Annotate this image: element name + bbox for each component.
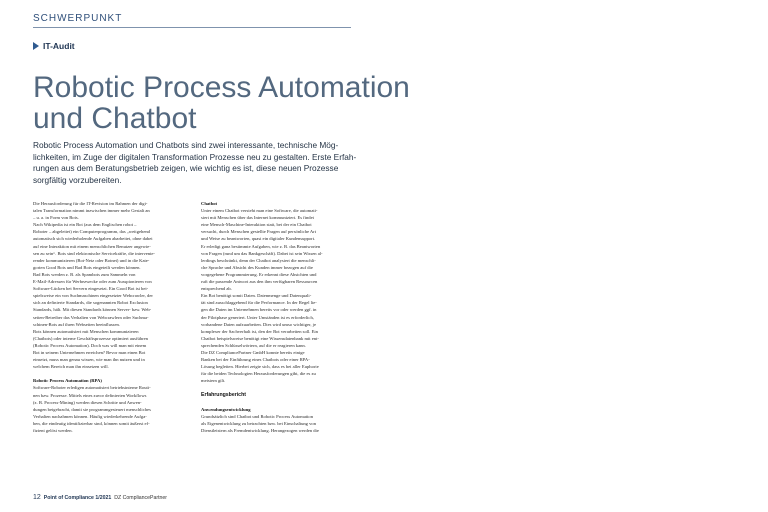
- text-line: talen Transformation nimmt inzwischen immer mehr Gestalt an: [33, 208, 150, 214]
- column-2-chatbot-text: [201, 207, 351, 384]
- text-line: Grundsätzlich sind Chatbot und Robotic Process Automation: [201, 413, 314, 419]
- text-line: (z. B. Process-Mining) werden diesen Schritte und Anwen-: [33, 399, 142, 405]
- text-line: automatisch sich wiederholende Aufgaben abarbeitet, ohne dabei: [33, 236, 153, 242]
- text-line: entsprechend ab.: [201, 286, 232, 292]
- text-line: Standards, hält. Mit diesen Standards können Server- bzw. Web-: [33, 307, 152, 313]
- text-line: und Weise zu beantworten, quasi ein digitaler Kundensupport.: [201, 236, 316, 242]
- text-line: vorhandene Daten aufzuarbeiten. Dies wird umso wichtiger, je: [201, 321, 317, 327]
- page-number: 12: [33, 494, 41, 501]
- text-line: Verhalten nachahmen können. Häufig wiederkehrende Aufga-: [33, 413, 147, 419]
- text-line: Lösung begleiten. Hierbei zeigte sich, dass es bei aller Euphorie: [201, 364, 319, 370]
- text-line: komplexer der Sachverhalt ist, den der Bot verarbeiten soll. Ein: [201, 328, 318, 334]
- publication-name: Point of Compliance 1/2021: [43, 495, 112, 501]
- publisher-name: DZ CompliancePartner: [114, 495, 168, 501]
- spacer: [201, 399, 351, 406]
- section-heading-rpa: Robotic Process Automation (RPA): [33, 378, 102, 384]
- column-2-development-text: [201, 413, 351, 434]
- text-line: sen zu sein“. Bots sind elektronische Servicekräfte, die intervenie-: [33, 250, 155, 256]
- text-line: render kommunizieren (Bot-Netz oder Botnet) und in die Kate-: [33, 257, 150, 263]
- lead-line: Robotic Process Automation und Chatbots sind zwei interessante, technische Mög-: [33, 140, 339, 150]
- header-divider: [33, 27, 351, 28]
- text-line: dungen beigebracht, damit sie programmgesteuert menschliches: [33, 406, 151, 412]
- text-line: Bad Bots werden z. B. als Spambots zum Sammeln von: [33, 271, 136, 277]
- text-line: tät sind ausschlaggebend für die Performance. In der Regel lie-: [201, 300, 317, 306]
- text-line: siert mit Menschen über das Internet kommuniziert. Es findet: [201, 215, 314, 221]
- text-line: gen die Daten im Unternehmen bereits vor oder werden ggf. in: [201, 307, 317, 313]
- article-title: [33, 72, 410, 134]
- text-line: ben, die eindeutig identifizierbar sind, können somit äußerst ef-: [33, 420, 150, 426]
- section-heading-experience: Erfahrungsbericht: [201, 391, 246, 398]
- text-line: fizient gelöst werden.: [33, 428, 73, 433]
- lead-line: lichkeiten, im Zuge der digitalen Transformation Prozesse neu zu gestalten. Erste Erfah-: [33, 151, 357, 162]
- text-line: auf eine Interaktion mit einem menschlichen Benutzer angewie-: [33, 243, 151, 249]
- text-line: spielsweise ein von Suchmaschinen eingesetzter Webcrawler, der: [33, 293, 153, 299]
- text-line: Software-Roboter erledigen automatisiert betriebsinterne Routi-: [33, 385, 151, 391]
- text-line: Die Herausforderung für die IT-Revision im Rahmen der digi-: [33, 201, 148, 206]
- text-line: Banken bei der Einführung eines Chatbots oder einer RPA-: [201, 357, 310, 363]
- text-line: vorgegebene Programmierung. Er erkennt diese Absichten und: [201, 271, 317, 277]
- text-line: – u. a. in Form von Bots.: [33, 215, 79, 221]
- text-line: seiten-Betreiber das Verhalten von Webcrawlern oder Suchma-: [33, 314, 149, 320]
- subheading-development: Anwendungsentwicklung: [201, 406, 251, 412]
- page-footer: [33, 494, 167, 501]
- section-heading-chatbot: Chatbot: [201, 201, 218, 206]
- text-line: lerdings beschränkt, denn der Chatbot analysiert die menschli-: [201, 257, 316, 263]
- text-line: Chatbot beispielsweise benötigt eine Wissensdatenbank mit ent-: [201, 335, 319, 341]
- lead-line: rungen aus dem Beratungsbetrieb zeigen, wie wichtig es ist, diese neuen Prozesse: [33, 163, 339, 174]
- lead-paragraph: [33, 140, 357, 186]
- text-line: versucht, durch Menschen gestellte Fragen auf persönliche Art: [201, 229, 317, 235]
- text-line: gorien Good Bots und Bad Bots eingeteilt werden können.: [33, 264, 141, 270]
- text-line: Roboter – abgeleitet) ein Computerprogramm, das „weitgehend: [33, 229, 150, 235]
- text-line: (Robotic Process Automation). Doch was will man mit einem: [33, 342, 147, 348]
- body-column-1: [33, 200, 183, 434]
- text-line: nen bzw. Prozesse. Mittels eines zuvor definierten Workflows: [33, 392, 147, 398]
- text-line: sprechenden Schlüsselwörtern, auf die er reagieren kann.: [201, 342, 306, 348]
- text-line: für die beiden Technologien Herausforderungen gibt, die es zu: [201, 371, 316, 377]
- text-line: Dienstleistern als Fremdentwicklung. Herangezogen werden die: [201, 428, 319, 433]
- text-line: Ein Bot benötigt somit Daten. Datenmenge und Datenquali-: [201, 293, 312, 299]
- text-line: von Fragen (rund um das Bankgeschäft). Dabei ist sein Wissen al-: [201, 250, 323, 256]
- kicker: [33, 41, 75, 51]
- text-line: Er erledigt ganz bestimmte Aufgaben, wie z. B. das Beantworten: [201, 243, 321, 249]
- column-1-intro: [33, 200, 183, 370]
- text-line: Software-Lücken bei Servern eingesetzt. Ein Good Bot ist bei-: [33, 286, 149, 292]
- text-line: ruft die passende Antwort aus den ihm verfügbaren Ressourcen: [201, 279, 318, 285]
- triangle-right-icon: [33, 42, 39, 50]
- text-line: Bots können automatisiert mit Menschen kommunizieren: [33, 328, 139, 334]
- text-line: Die DZ CompliancePartner GmbH konnte bereits einige: [201, 349, 305, 355]
- section-label: SCHWERPUNKT: [33, 13, 123, 24]
- title-line-1: Robotic Process Automation: [33, 71, 410, 104]
- text-line: E-Mail-Adressen für Werbezwecke oder zum Ausspionieren von: [33, 279, 152, 285]
- text-line: einsetzt, muss man genau wissen, wie man ihn nutzen und in: [33, 357, 145, 363]
- text-line: che Sprache und Absicht des Kunden immer bezogen auf die: [201, 264, 313, 270]
- text-line: sich an definierte Standards, die sogenannten Robot Exclusion: [33, 300, 148, 306]
- text-line: Unter einem Chatbot versteht man eine Software, die automati-: [201, 208, 318, 214]
- title-line-2: und Chatbot: [33, 102, 197, 135]
- kicker-label: IT-Audit: [43, 41, 75, 51]
- spacer: [33, 370, 183, 377]
- text-line: eine Mensch-Maschine-Interaktion statt, bei der ein Chatbot: [201, 222, 312, 228]
- text-line: welchem Bereich man ihn einsetzen will.: [33, 364, 109, 370]
- text-line: Bot in seinem Unternehmen erreichen? Bevor man einen Bot: [33, 349, 146, 355]
- lead-line: sorgfältig vorzubereiten.: [33, 174, 122, 185]
- body-column-2: [201, 200, 351, 434]
- text-line: als Eigenentwicklung zu betrachten bzw. bei Einschaltung von: [201, 420, 317, 426]
- text-line: der Pilotphase generiert. Unter Umständen ist es erforderlich,: [201, 314, 314, 320]
- text-line: schinen-Bots auf ihren Webseiten beeinflussen.: [33, 321, 120, 327]
- text-line: meistern gilt.: [201, 378, 226, 384]
- spacer: [201, 384, 351, 391]
- column-1-rpa-text: [33, 384, 183, 434]
- text-line: (Chatbots) oder interne Geschäftsprozesse optimiert ausführen: [33, 335, 148, 341]
- text-line: Nach Wikipedia ist ein Bot (aus dem Englischen robot –: [33, 222, 137, 228]
